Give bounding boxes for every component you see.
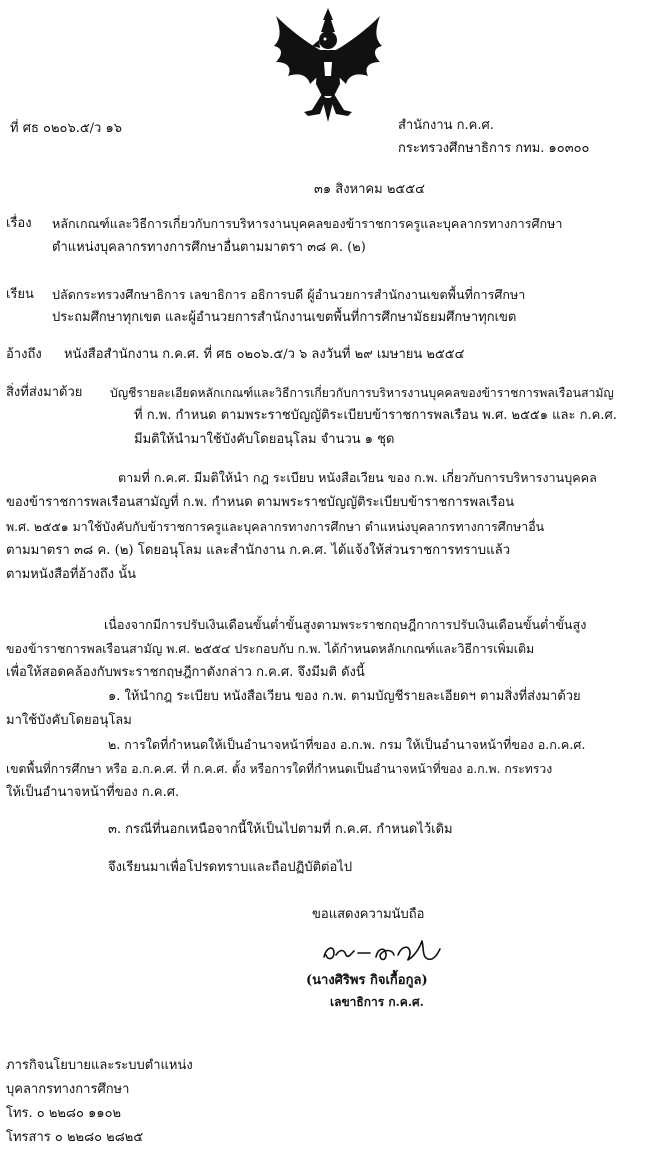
para2-line-3: เพื่อให้สอดคล้องกับพระราชกฤษฎีกาดังกล่าว ก.ค.ศ. จึงมีมติ ดังนี้ (6, 665, 365, 680)
para1-line-2: ของข้าราชการพลเรือนสามัญที่ ก.พ. กำหนด ตามพระราชบัญญัติระเบียบข้าราชการพลเรือน (6, 495, 515, 510)
footer-dept-2: บุคลากรทางการศึกษา (6, 1082, 130, 1097)
para1-line-4: ตามมาตรา ๓๘ ค. (๒) โดยอนุโลม และสำนักงาน ก.ค.ศ. ได้แจ้งให้ส่วนราชการทราบแล้ว (6, 543, 511, 558)
issuing-office: สำนักงาน ก.ค.ศ. (398, 118, 494, 133)
closing-text: จึงเรียนมาเพื่อโปรดทราบและถือปฏิบัติต่อไป (108, 860, 353, 875)
enclosure-line-3: มีมติให้นำมาใช้บังคับโดยอนุโลม จำนวน ๑ ชุด (134, 432, 395, 447)
signatory-name: (นางศิริพร กิจเกื้อกูล) (306, 973, 428, 988)
item1-line-1: ๑. ให้นำกฎ ระเบียบ หนังสือเวียน ของ ก.พ. ตามบัญชีรายละเอียดฯ ตามสิ่งที่ส่งมาด้วย (108, 689, 581, 704)
enclosure-line-1: บัญชีรายละเอียดหลักเกณฑ์และวิธีการเกี่ยวกับการบริหารงานบุคคลของข้าราชการพลเรือนสามัญ (110, 386, 614, 400)
item3-text: ๓. กรณีที่นอกเหนือจากนี้ให้เป็นไปตามที่ ก.ค.ศ. กำหนดไว้เดิม (108, 822, 453, 837)
footer-dept-1: ภารกิจนโยบายและระบบตำแหน่ง (6, 1058, 193, 1073)
subject-line-2: ตำแหน่งบุคลากรทางการศึกษาอื่นตามมาตรา ๓๘ ค. (๒) (52, 240, 366, 255)
garuda-emblem-icon (268, 6, 388, 124)
para1-line-3: พ.ศ. ๒๕๕๑ มาใช้บังคับกับข้าราชการครูและบุคลากรทางการศึกษา ตำแหน่งบุคลากรทางการศึกษาอื่น (6, 519, 545, 534)
enclosure-line-2: ที่ ก.พ. กำหนด ตามพระราชบัญญัติระเบียบข้าราชการพลเรือน พ.ศ. ๒๕๕๑ และ ก.ค.ศ. (134, 408, 617, 423)
subject-label: เรื่อง (6, 216, 32, 231)
reference-label: อ้างถึง (6, 347, 42, 362)
enclosure-label: สิ่งที่ส่งมาด้วย (6, 385, 83, 400)
recipient-line-2: ประถมศึกษาทุกเขต และผู้อำนวยการสำนักงานเขตพื้นที่การศึกษามัธยมศึกษาทุกเขต (52, 310, 517, 325)
signatory-position: เลขาธิการ ก.ค.ศ. (330, 995, 424, 1009)
footer-phone: โทร. ๐ ๒๒๘๐ ๑๑๐๒ (6, 1106, 122, 1121)
recipient-label: เรียน (6, 287, 34, 302)
item1-line-2: มาใช้บังคับโดยอนุโลม (6, 713, 132, 728)
recipient-line-1: ปลัดกระทรวงศึกษาธิการ เลขาธิการ อธิการบดี ผู้อำนวยการสำนักงานเขตพื้นที่การศึกษา (52, 287, 526, 302)
reference-text: หนังสือสำนักงาน ก.ค.ศ. ที่ ศธ ๐๒๐๖.๕/ว ๖ ลงวันที่ ๒๙ เมษายน ๒๕๕๔ (64, 347, 465, 362)
item2-line-3: ให้เป็นอำนาจหน้าที่ของ ก.ค.ศ. (6, 785, 180, 800)
para2-line-1: เนื่องจากมีการปรับเงินเดือนขั้นต่ำขั้นสูงตามพระราชกฤษฎีกาการปรับเงินเดือนขั้นต่ำขั้นสูง (104, 617, 587, 632)
para1-line-1: ตามที่ ก.ค.ศ. มีมติให้นำ กฎ ระเบียบ หนังสือเวียน ของ ก.พ. เกี่ยวกับการบริหารงานบุคคล (118, 470, 597, 485)
footer-fax: โทรสาร ๐ ๒๒๘๐ ๒๘๒๕ (6, 1130, 144, 1145)
item2-line-2: เขตพื้นที่การศึกษา หรือ อ.ก.ค.ศ. ที่ ก.ค.ศ. ตั้ง หรือการใดที่กำหนดเป็นอำนาจหน้าที่ของ อ.ก.พ. กระทรวง (6, 762, 553, 776)
office-address: กระทรวงศึกษาธิการ กทม. ๑๐๓๐๐ (398, 141, 590, 156)
subject-line-1: หลักเกณฑ์และวิธีการเกี่ยวกับการบริหารงานบุคคลของข้าราชการครูและบุคลากรทางการศึกษา (52, 216, 563, 231)
handwritten-signature-icon (318, 935, 448, 969)
document-date: ๓๑ สิงหาคม ๒๕๕๔ (314, 182, 425, 197)
para2-line-2: ของข้าราชการพลเรือนสามัญ พ.ศ. ๒๕๕๔ ประกอบกับ ก.พ. ได้กำหนดหลักเกณฑ์และวิธีการเพิ่มเติม (6, 641, 535, 656)
document-number: ที่ ศธ ๐๒๐๖.๕/ว ๑๖ (10, 121, 122, 136)
para1-line-5: ตามหนังสือที่อ้างถึง นั้น (6, 567, 137, 582)
item2-line-1: ๒. การใดที่กำหนดให้เป็นอำนาจหน้าที่ของ อ.ก.พ. กรม ให้เป็นอำนาจหน้าที่ของ อ.ก.ค.ศ. (108, 737, 586, 752)
regards-text: ขอแสดงความนับถือ (312, 907, 425, 922)
